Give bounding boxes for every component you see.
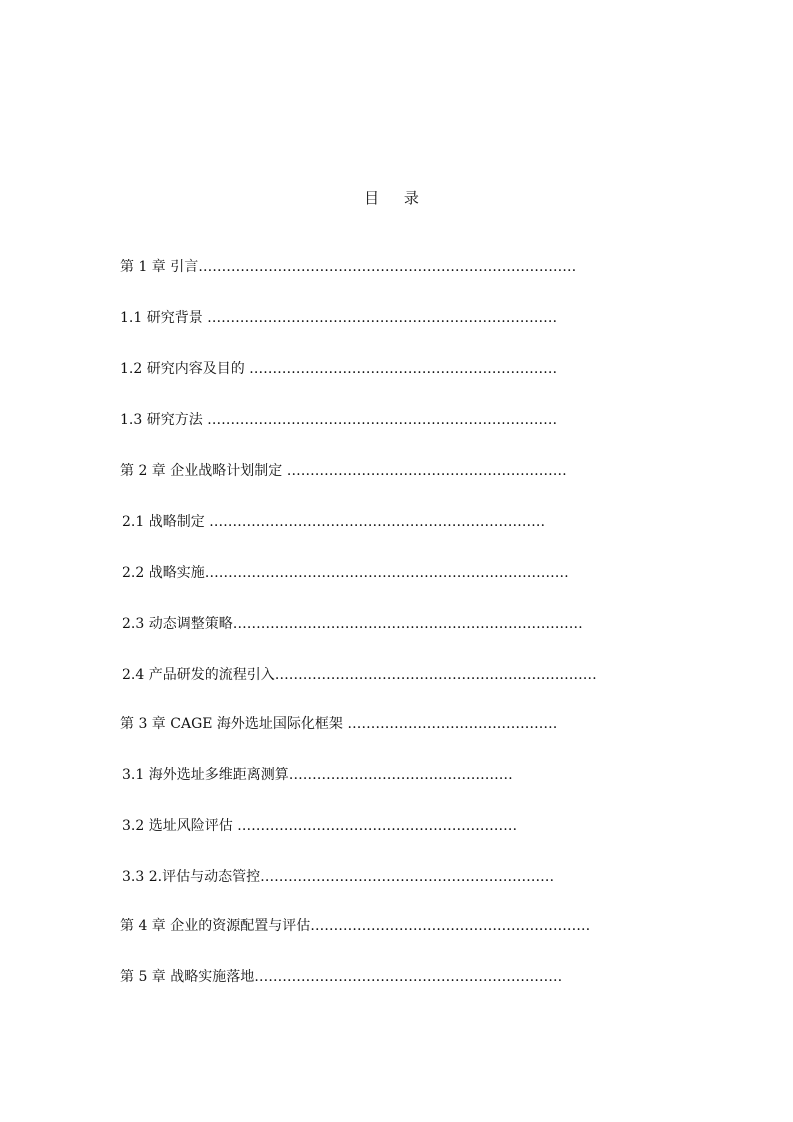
toc-entry-2-2: [122, 562, 644, 584]
toc-leader-dots: ……………………………………………………: [237, 818, 518, 834]
toc-entry-text: 3.2 选址风险评估: [122, 818, 238, 834]
toc-entry-text: 1.1 研究背景: [120, 310, 208, 326]
toc-entry-text: 1.2 研究内容及目的: [120, 361, 250, 377]
toc-leader-dots: ………………………………………………………………: [209, 514, 546, 530]
toc-leader-dots: ……………………………………………………………: [274, 667, 597, 683]
toc-entry-text: 第 3 章 CAGE 海外选址国际化框架: [120, 716, 348, 732]
toc-leader-dots: ……………………………………………………………………: [204, 565, 569, 581]
toc-entry-3-1: [122, 764, 597, 786]
toc-entry-chapter-4: [120, 915, 651, 937]
toc-leader-dots: ………………………………………………………: [260, 869, 555, 885]
toc-entry-text: 1.3 研究方法: [120, 412, 208, 428]
toc-leader-dots: ……………………………………………………: [286, 463, 567, 479]
toc-entry-text: 2.4 产品研发的流程引入: [122, 667, 275, 683]
toc-leader-dots: ……………………………………………………: [310, 918, 591, 934]
toc-entry-2-1: [122, 511, 636, 533]
toc-entry-text: 2.1 战略制定: [122, 514, 210, 530]
toc-leader-dots: …………………………………………………………: [254, 969, 563, 985]
toc-title: 目 录: [364, 189, 429, 207]
toc-leader-dots: …………………………………………………………: [249, 361, 558, 377]
toc-entry-text: 第 4 章 企业的资源配置与评估: [120, 918, 311, 934]
toc-leader-dots: …………………………………………………………………: [207, 412, 558, 428]
toc-entry-text: 3.3 2.评估与动态管控: [122, 869, 261, 885]
toc-leader-dots: …………………………………………………………………: [207, 310, 558, 326]
toc-entry-1-2: [120, 358, 647, 380]
toc-entry-1-3: [120, 409, 647, 431]
toc-entry-2-4: [122, 664, 644, 686]
toc-entry-text: 3.1 海外选址多维距离测算: [122, 767, 289, 783]
toc-entry-2-3: [122, 613, 644, 635]
toc-leader-dots: ………………………………………………………………………: [198, 259, 577, 275]
toc-entry-chapter-5: [120, 966, 634, 988]
toc-entry-3-3: [122, 866, 624, 888]
toc-leader-dots: …………………………………………………………………: [232, 616, 583, 632]
toc-entry-3-2: [122, 815, 602, 837]
toc-entry-text: 2.3 动态调整策略: [122, 616, 233, 632]
toc-entry-text: 第 2 章 企业战略计划制定: [120, 463, 287, 479]
toc-entry-1-1: [120, 307, 647, 329]
toc-entry-chapter-1: [120, 256, 650, 278]
toc-entry-chapter-3: [120, 713, 607, 735]
toc-leader-dots: ………………………………………: [347, 716, 558, 732]
toc-entry-text: 第 5 章 战略实施落地: [120, 969, 255, 985]
toc-entry-text: 2.2 战略实施: [122, 565, 205, 581]
toc-entry-text: 第 1 章 引言: [120, 259, 199, 275]
toc-entry-chapter-2: [120, 460, 627, 482]
toc-leader-dots: …………………………………………: [288, 767, 513, 783]
